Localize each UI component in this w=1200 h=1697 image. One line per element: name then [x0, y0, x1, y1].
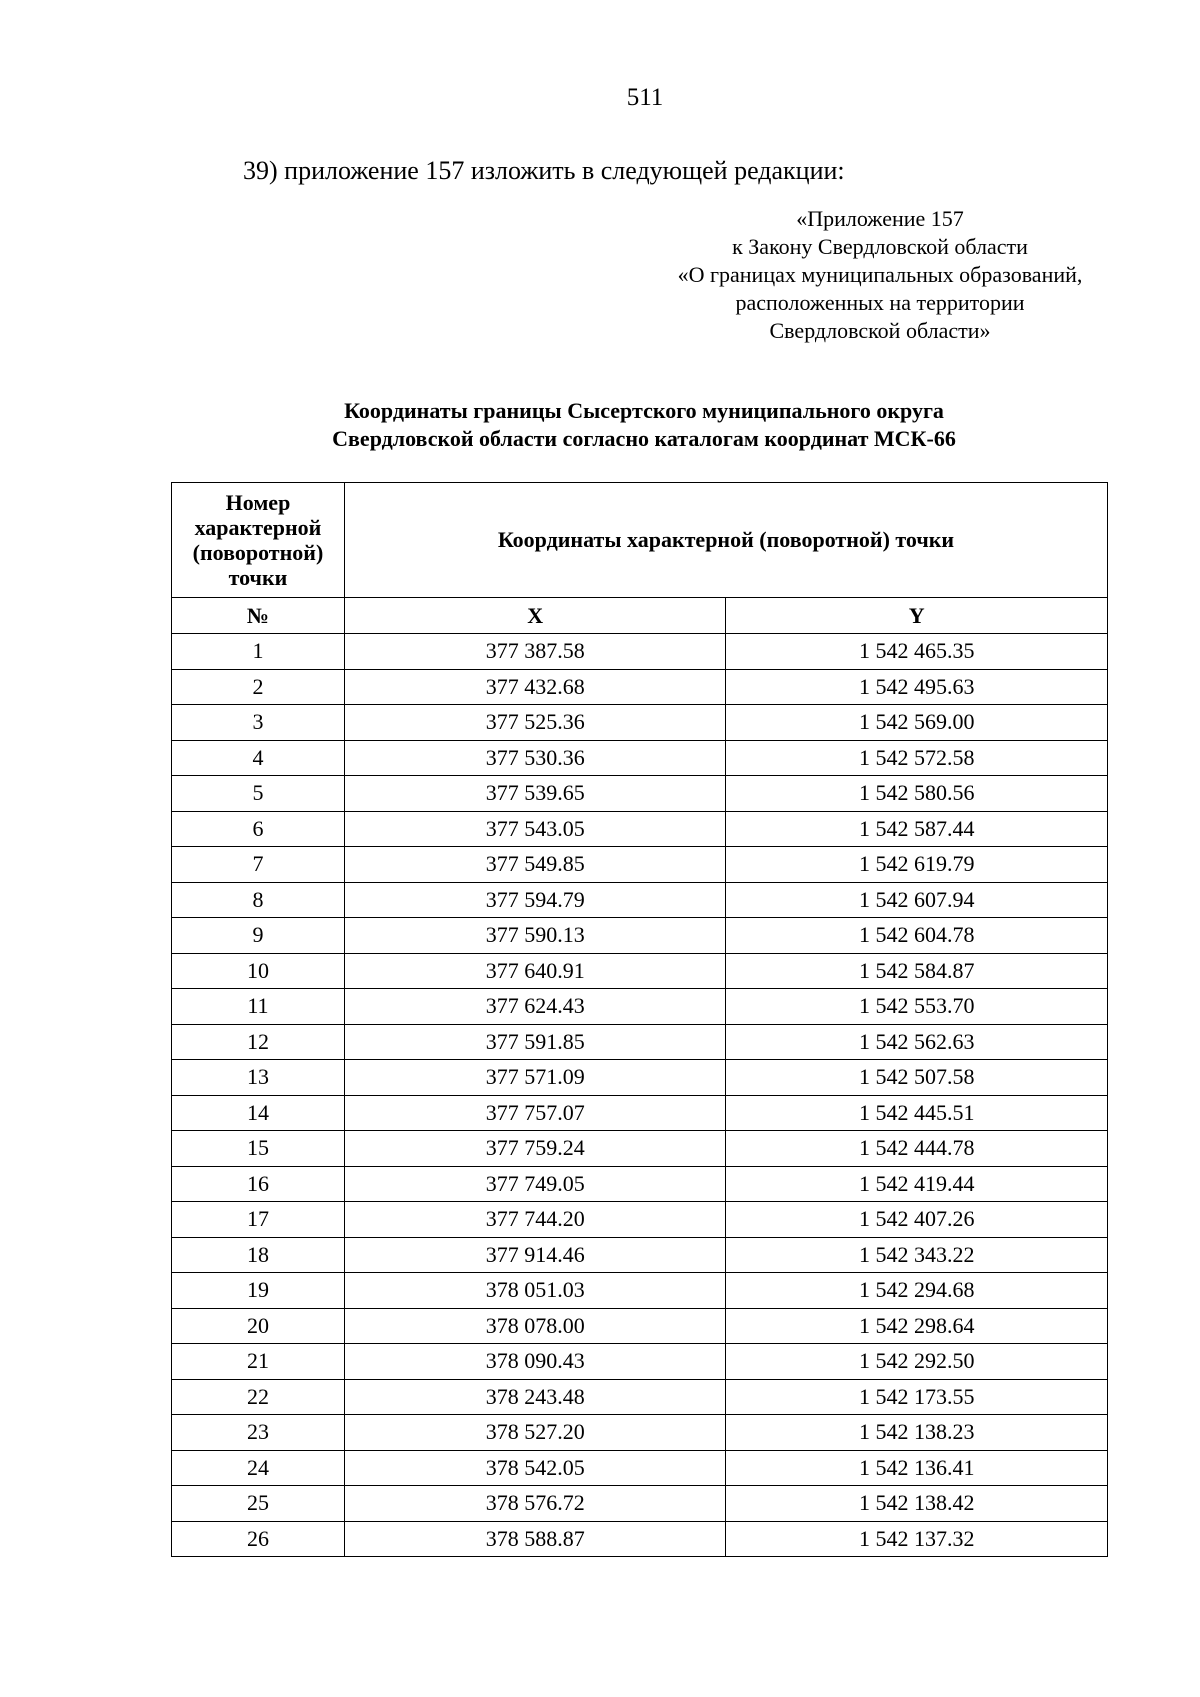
- cell-point-number: 17: [172, 1202, 345, 1238]
- cell-x: 377 387.58: [344, 634, 726, 670]
- cell-y: 1 542 173.55: [726, 1379, 1108, 1415]
- cell-y: 1 542 343.22: [726, 1237, 1108, 1273]
- table-row: [172, 1095, 1108, 1131]
- cell-y: 1 542 292.50: [726, 1344, 1108, 1380]
- table-title: [172, 397, 1116, 453]
- cell-y: 1 542 553.70: [726, 989, 1108, 1025]
- cell-y: 1 542 587.44: [726, 811, 1108, 847]
- cell-point-number: 20: [172, 1308, 345, 1344]
- cell-x: 377 914.46: [344, 1237, 726, 1273]
- cell-point-number: 9: [172, 918, 345, 954]
- intro-paragraph: 39) приложение 157 изложить в следующей редакции:: [243, 156, 845, 185]
- cell-point-number: 3: [172, 705, 345, 741]
- cell-x: 377 591.85: [344, 1024, 726, 1060]
- cell-y: 1 542 136.41: [726, 1450, 1108, 1486]
- cell-point-number: 22: [172, 1379, 345, 1415]
- cell-y: 1 542 495.63: [726, 669, 1108, 705]
- cell-x: 377 590.13: [344, 918, 726, 954]
- cell-y: 1 542 444.78: [726, 1131, 1108, 1167]
- cell-point-number: 18: [172, 1237, 345, 1273]
- cell-x: 377 744.20: [344, 1202, 726, 1238]
- table-row: [172, 1131, 1108, 1167]
- cell-y: 1 542 445.51: [726, 1095, 1108, 1131]
- appendix-line: Свердловской области»: [769, 318, 991, 343]
- table-row: [172, 776, 1108, 812]
- column-header-x: X: [344, 598, 726, 634]
- table-row: [172, 1486, 1108, 1522]
- cell-y: 1 542 138.23: [726, 1415, 1108, 1451]
- cell-point-number: 8: [172, 882, 345, 918]
- title-line: Координаты границы Сысертского муниципального округа: [344, 398, 944, 423]
- appendix-reference: [640, 205, 1120, 345]
- cell-point-number: 2: [172, 669, 345, 705]
- cell-point-number: 16: [172, 1166, 345, 1202]
- title-line: Свердловской области согласно каталогам координат МСК-66: [332, 426, 956, 451]
- header-point-number: Номер характерной (поворотной) точки: [172, 483, 345, 598]
- page-number: 511: [626, 84, 664, 111]
- cell-x: 377 432.68: [344, 669, 726, 705]
- cell-point-number: 21: [172, 1344, 345, 1380]
- cell-x: 377 539.65: [344, 776, 726, 812]
- table-row: [172, 882, 1108, 918]
- table-row: [172, 1166, 1108, 1202]
- cell-x: 377 571.09: [344, 1060, 726, 1096]
- cell-y: 1 542 298.64: [726, 1308, 1108, 1344]
- cell-y: 1 542 562.63: [726, 1024, 1108, 1060]
- table-row: [172, 918, 1108, 954]
- table-row: [172, 989, 1108, 1025]
- table-row: [172, 1415, 1108, 1451]
- cell-y: 1 542 465.35: [726, 634, 1108, 670]
- table-row: [172, 811, 1108, 847]
- table-row: [172, 740, 1108, 776]
- cell-y: 1 542 604.78: [726, 918, 1108, 954]
- cell-point-number: 12: [172, 1024, 345, 1060]
- cell-point-number: 15: [172, 1131, 345, 1167]
- table-row: [172, 1308, 1108, 1344]
- cell-y: 1 542 569.00: [726, 705, 1108, 741]
- cell-x: 378 588.87: [344, 1521, 726, 1557]
- table-row: [172, 1344, 1108, 1380]
- cell-point-number: 11: [172, 989, 345, 1025]
- cell-point-number: 10: [172, 953, 345, 989]
- cell-y: 1 542 407.26: [726, 1202, 1108, 1238]
- table-row: [172, 953, 1108, 989]
- cell-point-number: 5: [172, 776, 345, 812]
- cell-y: 1 542 507.58: [726, 1060, 1108, 1096]
- appendix-line: «Приложение 157: [796, 206, 964, 231]
- table-row: [172, 1450, 1108, 1486]
- cell-x: 377 594.79: [344, 882, 726, 918]
- cell-x: 377 640.91: [344, 953, 726, 989]
- table-row: [172, 847, 1108, 883]
- cell-y: 1 542 294.68: [726, 1273, 1108, 1309]
- cell-y: 1 542 137.32: [726, 1521, 1108, 1557]
- table-body: [172, 634, 1108, 1557]
- cell-y: 1 542 419.44: [726, 1166, 1108, 1202]
- table-row: [172, 1273, 1108, 1309]
- cell-x: 378 090.43: [344, 1344, 726, 1380]
- cell-x: 377 525.36: [344, 705, 726, 741]
- cell-x: 377 749.05: [344, 1166, 726, 1202]
- cell-x: 377 757.07: [344, 1095, 726, 1131]
- cell-y: 1 542 619.79: [726, 847, 1108, 883]
- cell-y: 1 542 580.56: [726, 776, 1108, 812]
- appendix-line: к Закону Свердловской области: [732, 234, 1028, 259]
- cell-point-number: 1: [172, 634, 345, 670]
- cell-point-number: 13: [172, 1060, 345, 1096]
- table-row: [172, 705, 1108, 741]
- cell-point-number: 14: [172, 1095, 345, 1131]
- cell-point-number: 24: [172, 1450, 345, 1486]
- cell-x: 378 542.05: [344, 1450, 726, 1486]
- cell-x: 378 243.48: [344, 1379, 726, 1415]
- cell-point-number: 26: [172, 1521, 345, 1557]
- cell-x: 377 530.36: [344, 740, 726, 776]
- table-row: [172, 1521, 1108, 1557]
- appendix-line: «О границах муниципальных образований,: [677, 262, 1083, 287]
- cell-point-number: 19: [172, 1273, 345, 1309]
- cell-y: 1 542 584.87: [726, 953, 1108, 989]
- table-row: [172, 1024, 1108, 1060]
- table-row: [172, 1060, 1108, 1096]
- table-row: [172, 1379, 1108, 1415]
- column-header-y: Y: [726, 598, 1108, 634]
- table-row: [172, 1237, 1108, 1273]
- cell-x: 377 759.24: [344, 1131, 726, 1167]
- cell-y: 1 542 572.58: [726, 740, 1108, 776]
- table-row: [172, 634, 1108, 670]
- cell-point-number: 25: [172, 1486, 345, 1522]
- cell-point-number: 4: [172, 740, 345, 776]
- table-row: [172, 1202, 1108, 1238]
- column-header-no: №: [172, 598, 345, 634]
- appendix-line: расположенных на территории: [735, 290, 1025, 315]
- cell-x: 377 549.85: [344, 847, 726, 883]
- table-row: [172, 669, 1108, 705]
- coordinates-table: [171, 482, 1108, 1557]
- cell-x: 378 051.03: [344, 1273, 726, 1309]
- cell-y: 1 542 607.94: [726, 882, 1108, 918]
- cell-x: 378 527.20: [344, 1415, 726, 1451]
- cell-point-number: 6: [172, 811, 345, 847]
- cell-y: 1 542 138.42: [726, 1486, 1108, 1522]
- cell-point-number: 7: [172, 847, 345, 883]
- cell-point-number: 23: [172, 1415, 345, 1451]
- cell-x: 378 576.72: [344, 1486, 726, 1522]
- header-coordinates: Координаты характерной (поворотной) точки: [344, 483, 1107, 598]
- cell-x: 377 543.05: [344, 811, 726, 847]
- cell-x: 378 078.00: [344, 1308, 726, 1344]
- cell-x: 377 624.43: [344, 989, 726, 1025]
